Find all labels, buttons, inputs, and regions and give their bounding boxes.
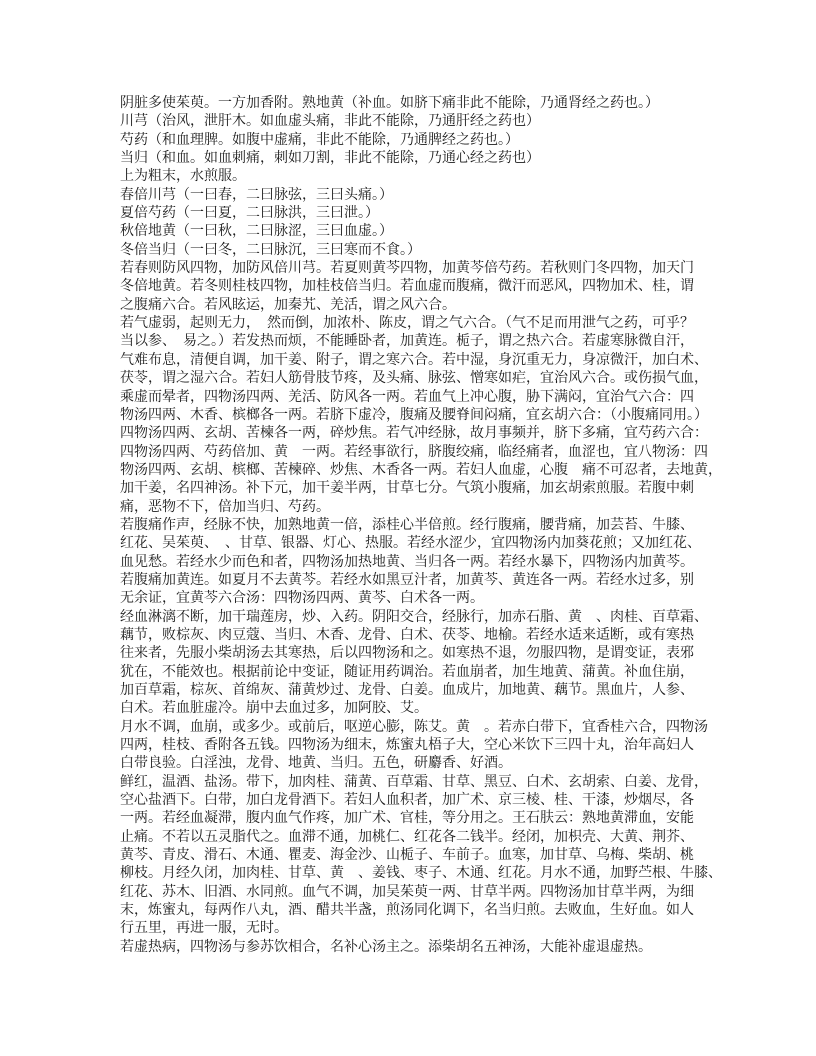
text-line: 血见愁。若经水少而色和者，四物汤加热地黄、当归各一两。若经水暴下，四物汤内加黄芩。: [120, 553, 694, 570]
text-line: 月水不调，血崩，或多少。或前后，呕逆心膨，陈艾。黄 。若赤白带下，宜香桂六合，四物汤: [120, 718, 708, 735]
text-line: 空心盐酒下。白带，加白龙骨酒下。若妇人血积者，加广术、京三棱、桂、干漆，炒烟尽，各: [120, 792, 694, 809]
text-line: 当以参、 易之。）若发热而烦，不能睡卧者，加黄连。栀子，谓之热六合。若虚寒脉微自汗，: [120, 333, 694, 350]
text-line: 红花、苏木、旧酒、水同煎。血气不调，加吴茱萸一两、甘草半两。四物汤加甘草半两，为细: [120, 883, 694, 900]
text-line: 茯苓，谓之湿六合。若妇人筋骨肢节疼，及头痛、脉弦、憎寒如疟，宜治风六合。或伤损气血，: [120, 370, 708, 387]
text-line: 若腹痛加黄连。如夏月不去黄芩。若经水如黑豆汁者，加黄芩、黄连各一两。若经水过多，别: [120, 571, 694, 588]
text-line: 若腹痛作声，经脉不快，加熟地黄一倍，添桂心半倍煎。经行腹痛，腰背痛，加芸苔、牛膝、: [120, 516, 694, 533]
text-line: 黄芩、青皮、滑石、木通、瞿麦、海金沙、山栀子、车前子。血寒，加甘草、乌梅、柴胡、桃: [120, 847, 694, 864]
text-line: 若虚热病，四物汤与参苏饮相合，名补心汤主之。添柴胡名五神汤，大能补虚退虚热。: [120, 938, 652, 955]
text-line: 乘虚而晕者，四物汤四两、羌活、防风各一两。若血气上冲心腹，胁下满闷，宜治气六合：四: [120, 388, 694, 405]
text-line: 四物汤四两、玄胡、苦楝各一两，碎炒焦。若气冲经脉，故月事频并，脐下多痛，宜芍药六合：: [120, 425, 708, 442]
text-line: 芍药（和血理脾。如腹中虚痛，非此不能除，乃通脾经之药也。）: [120, 131, 519, 148]
text-line: 之腹痛六合。若风眩运，加秦艽、羌活，谓之风六合。: [120, 296, 456, 313]
text-line: 四物汤四两、芍药倍加、黄 一两。若经事欲行，脐腹绞痛，临经痛者，血涩也，宜八物汤：四: [120, 443, 708, 460]
text-line: 川芎（治风，泄肝木。如血虚头痛，非此不能除，乃通肝经之药也）: [120, 113, 540, 130]
document-page: [120, 94, 722, 956]
text-line: 经血淋漓不断，加干瑞莲房，炒、入药。阴阳交合，经脉行，加赤石脂、黄 、肉桂、百草霜、: [120, 608, 708, 625]
text-line: 当归（和血。如血刺痛，刺如刀割，非此不能除，乃通心经之药也）: [120, 150, 540, 167]
text-line: 上为粗末，水煎服。: [120, 168, 246, 185]
text-line: 春倍川芎（一曰春，二曰脉弦，三曰头痛。）: [120, 186, 393, 203]
text-line: 鲜红，温酒、盐汤。带下，加肉桂、蒲黄、百草霜、甘草、黑豆、白术、玄胡索、白姜、龙骨，: [120, 773, 708, 790]
text-line: 加干姜，名四神汤。补下元，加干姜半两，甘草七分。气筑小腹痛，加玄胡索煎服。若腹中刺: [120, 480, 694, 497]
text-line: 藕节，败棕灰、肉豆蔻、当归、木香、龙骨、白术、茯苓、地榆。若经水适来适断，或有寒热: [120, 626, 694, 643]
text-line: 痛，恶物不下，倍加当归、芍药。: [120, 498, 330, 515]
text-line: 无余证，宜黄芩六合汤：四物汤四两、黄芩、白术各一两。: [120, 590, 484, 607]
text-line: 白带良验。白淫浊，龙骨、地黄、当归。五色，研麝香、好酒。: [120, 755, 512, 772]
text-line: 阴脏多使茱萸。一方加香附。熟地黄（补血。如脐下痛非此不能除，乃通肾经之药也。）: [120, 95, 659, 111]
text-line: 冬倍当归（一曰冬，二曰脉沉，三曰寒而不食。）: [120, 241, 421, 258]
text-line: 往来者，先服小柴胡汤去其寒热，后以四物汤和之。如寒热不退，勿服四物，是谓变证，表邪: [120, 645, 694, 662]
text-line: 末，炼蜜丸，每两作八丸，酒、醋共半盏，煎汤同化调下，名当归煎。去败血，生好血。如人: [120, 902, 694, 919]
text-line: 四两，桂枝、香附各五钱。四物汤为细末，炼蜜丸梧子大，空心米饮下三四十丸，治年高妇人: [120, 737, 694, 754]
text-line: 若气虚弱，起则无力， 然而倒，加浓朴、陈皮，谓之气六合。（气不足而用泄气之药，可乎？: [120, 315, 694, 332]
text-line: 夏倍芍药（一曰夏，二曰脉洪，三曰泄。）: [120, 205, 379, 222]
text-line: 一两。若经血凝滞，腹内血气作疼，加广术、官桂，等分用之。王石肤云：熟地黄滞血，安能: [120, 810, 694, 827]
text-line: 秋倍地黄（一曰秋，二曰脉涩，三曰血虚。）: [120, 223, 393, 240]
text-line: 柳枝。月经久闭，加肉桂、甘草、黄 、姜钱、枣子、木通、红花。月水不通，加野苎根、牛膝、: [120, 865, 722, 882]
text-line: 加百草霜，棕灰、首绵灰、蒲黄炒过、龙骨、白姜。血成片，加地黄、藕节。黑血片，人参、: [120, 682, 694, 698]
text-line: 若春则防风四物，加防风倍川芎。若夏则黄芩四物，加黄芩倍芍药。若秋则门冬四物，加天门: [120, 260, 694, 277]
text-line: 白术。若血脏虚冷。崩中去血过多，加阿胶、艾。: [120, 700, 428, 717]
text-line: 犹在，不能效也。根据前论中变证，随证用药调治。若血崩者，加生地黄、蒲黄。补血住崩，: [120, 663, 694, 680]
text-line: 物汤四两、玄胡、槟榔、苦楝碎、炒焦、木香各一两。若妇人血虚，心腹 痛不可忍者，去地黄，: [120, 461, 722, 478]
text-line: 红花、吴茱萸、 、甘草、银器、灯心、热服。若经水涩少，宜四物汤内加葵花煎；又加红花、: [120, 535, 701, 552]
text-line: 止痛。不若以五灵脂代之。血滞不通，加桃仁、红花各二钱半。经闭，加枳壳、大黄、荆芥、: [120, 828, 694, 845]
text-line: 物汤四两、木香、槟榔各一两。若脐下虚冷，腹痛及腰脊间闷痛，宜玄胡六合：（小腹痛同用。）: [120, 406, 708, 423]
text-line: 冬倍地黄。若冬则桂枝四物，加桂枝倍当归。若血虚而腹痛，微汗而恶风，四物加术、桂，谓: [120, 278, 694, 295]
text-line: 气难布息，清便自调，加干姜、附子，谓之寒六合。若中湿，身沉重无力，身凉微汗，加白术、: [120, 351, 708, 368]
text-line: 行五里，再进一服，无时。: [120, 920, 288, 937]
